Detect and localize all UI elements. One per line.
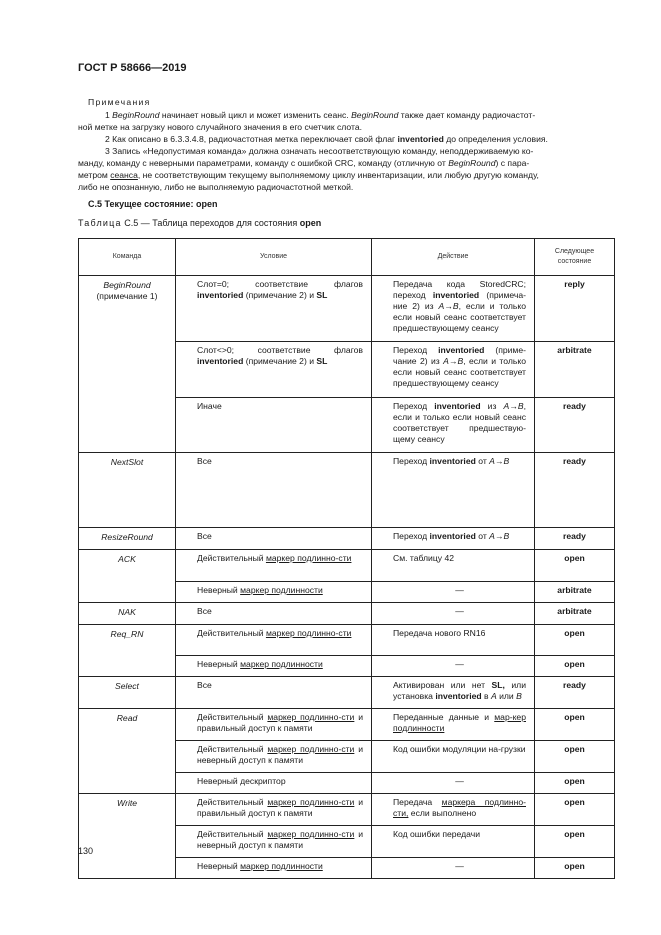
cond-cell: Действительный маркер подлинно-сти и правильный доступ к памяти (176, 709, 372, 741)
cond-cell: Действительный маркер подлинно-сти и неверный доступ к памяти (176, 826, 372, 858)
table-caption: Таблица С.5 — Таблица переходов для состояния open (78, 218, 322, 228)
next-state-cell: open (535, 656, 615, 677)
action-cell: — (372, 656, 535, 677)
note-3: 3 Запись «Недопустимая команда» должна означать несоответствующую команду, неподдерживаемую ко- (105, 146, 534, 156)
table-header-row (79, 239, 615, 276)
action-cell: Переход inventoried из A→B, если и только если новый сеанс соответствует предшествую-щему сеансу (372, 398, 535, 453)
action-cell: — (372, 603, 535, 625)
action-cell: Код ошибки передачи (372, 826, 535, 858)
section-title: С.5 Текущее состояние: open (88, 199, 218, 209)
next-state-cell: arbitrate (535, 603, 615, 625)
cmd-cell: Req_RN (79, 625, 176, 677)
cond-cell: Иначе (176, 398, 372, 453)
note-3-line2: манду, команду с неверными параметрами, команду с ошибкой CRC, команду (отличную от BeginRound) с пара- (78, 158, 530, 168)
cond-cell: Действительный маркер подлинно-сти (176, 625, 372, 656)
header-command: Команда (79, 239, 176, 276)
cmd-cell: NAK (79, 603, 176, 625)
action-cell: Код ошибки модуляции на-грузки (372, 741, 535, 773)
header-condition: Условие (176, 239, 372, 276)
note-3-line4: либо не опознанную, либо не выполняемую радиочастотной меткой. (78, 182, 354, 192)
action-cell: Передача маркера подлинно-сти, если выполнено (372, 794, 535, 826)
cond-cell: Неверный дескриптор (176, 773, 372, 794)
notes-title: Примечания (88, 97, 151, 107)
next-state-cell: reply (535, 276, 615, 342)
table-row (79, 794, 615, 826)
cmd-cell: Select (79, 677, 176, 709)
notes-block (78, 96, 614, 193)
next-state-cell: open (535, 826, 615, 858)
next-state-cell: ready (535, 528, 615, 550)
cond-cell: Все (176, 528, 372, 550)
table-row (79, 276, 615, 342)
action-cell: Передача нового RN16 (372, 625, 535, 656)
cond-cell: Все (176, 603, 372, 625)
next-state-cell: open (535, 625, 615, 656)
cond-cell: Действительный маркер подлинно-сти и правильный доступ к памяти (176, 794, 372, 826)
table-row (79, 550, 615, 582)
next-state-cell: ready (535, 453, 615, 528)
table-row (79, 528, 615, 550)
cond-cell: Все (176, 453, 372, 528)
cond-cell: Неверный маркер подлинности (176, 858, 372, 879)
cmd-cell: Read (79, 709, 176, 794)
cond-cell: Неверный маркер подлинности (176, 656, 372, 677)
action-cell: Переход inventoried от A→B (372, 453, 535, 528)
action-cell: — (372, 773, 535, 794)
cond-cell: Неверный маркер подлинности (176, 582, 372, 603)
next-state-cell: open (535, 550, 615, 582)
table-row (79, 453, 615, 528)
cmd-cell: NextSlot (79, 453, 176, 528)
cond-cell: Все (176, 677, 372, 709)
cmd-cell: BeginRound (примечание 1) (79, 276, 176, 453)
cond-cell: Действительный маркер подлинно-сти и неверный доступ к памяти (176, 741, 372, 773)
next-state-cell: open (535, 794, 615, 826)
transition-table (78, 238, 615, 879)
next-state-cell: open (535, 858, 615, 879)
note-2: 2 Как описано в 6.3.3.4.8, радиочастотная метка переключает свой флаг inventoried до определения условия. (105, 134, 548, 144)
next-state-cell: open (535, 741, 615, 773)
note-3-line3: метром сеанса, не соответствующим текущему выполняемому циклу инвентаризации, или любую другую команду, (78, 170, 539, 180)
cmd-cell: ACK (79, 550, 176, 603)
action-cell: Переданные данные и мар-кер подлинности (372, 709, 535, 741)
cond-cell: Слот<>0; соответствие флагов inventoried (примечание 2) и SL (176, 342, 372, 398)
page-number: 130 (78, 846, 94, 856)
header-next-state: Следующее состояние (535, 239, 615, 276)
action-cell: Переход inventoried от A→B (372, 528, 535, 550)
action-cell: — (372, 858, 535, 879)
action-cell: См. таблицу 42 (372, 550, 535, 582)
action-cell: Активирован или нет SL, или установка inventoried в A или B (372, 677, 535, 709)
next-state-cell: ready (535, 398, 615, 453)
cmd-cell: Write (79, 794, 176, 879)
cmd-cell: ResizeRound (79, 528, 176, 550)
next-state-cell: arbitrate (535, 342, 615, 398)
note-1-cont: ной метке на загрузку нового случайного значения в его счетчик слота. (78, 122, 362, 132)
action-cell: Переход inventoried (приме-чание 2) из A→B, если и только если новый сеанс соответствует предшествующему сеансу (372, 342, 535, 398)
note-1: 1 BeginRound начинает новый цикл и может изменить сеанс. BeginRound также дает команду радиочастот- (105, 110, 536, 120)
next-state-cell: open (535, 773, 615, 794)
next-state-cell: ready (535, 677, 615, 709)
next-state-cell: arbitrate (535, 582, 615, 603)
table-row (79, 625, 615, 656)
page-header: ГОСТ Р 58666—2019 (78, 62, 187, 74)
action-cell: Передача кода StoredCRC; переход inventoried (примеча-ние 2) из A→B, если и только если новый сеанс соответствует предшествующему сеансу (372, 276, 535, 342)
cond-cell: Слот=0; соответствие флагов inventoried (примечание 2) и SL (176, 276, 372, 342)
table-row (79, 709, 615, 741)
header-action: Действие (372, 239, 535, 276)
next-state-cell: open (535, 709, 615, 741)
table-row (79, 603, 615, 625)
action-cell: — (372, 582, 535, 603)
table-row (79, 677, 615, 709)
cond-cell: Действительный маркер подлинно-сти (176, 550, 372, 582)
